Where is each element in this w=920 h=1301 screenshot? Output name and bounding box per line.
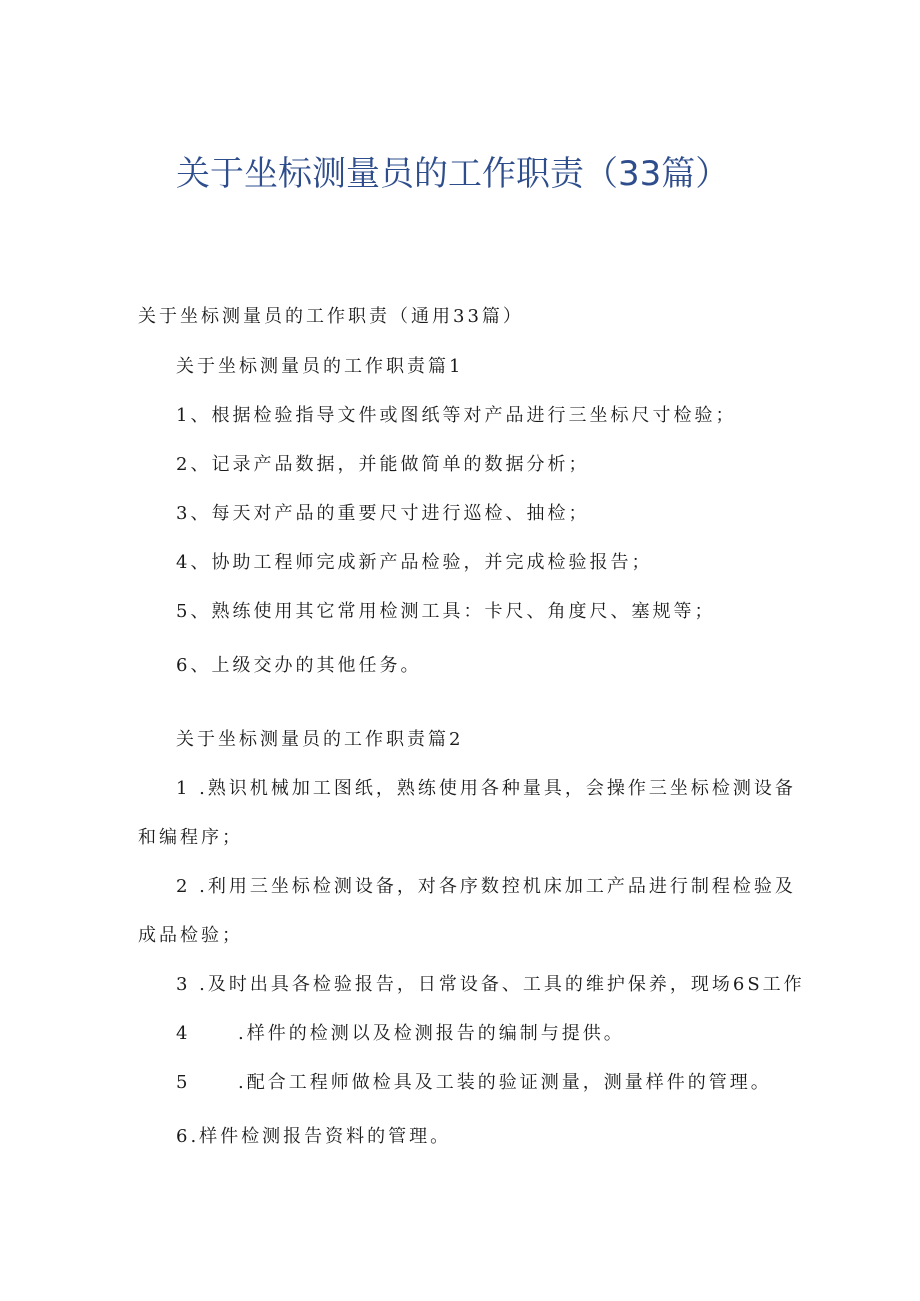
section1-item-6: 6、上级交办的其他任务。 [176,655,422,676]
section1-item-1: 1、根据检验指导文件或图纸等对产品进行三坐标尺寸检验； [176,405,737,426]
section2-heading: 关于坐标测量员的工作职责篇2 [176,729,464,750]
section2-item-2-line-1: 2 .利用三坐标检测设备，对各序数控机床加工产品进行制程检验及 [176,876,796,897]
section1-item-3: 3、每天对产品的重要尺寸进行巡检、抽检； [176,503,590,524]
section1-item-5: 5、熟练使用其它常用检测工具：卡尺、角度尺、塞规等； [176,601,716,622]
section2-item-4 [176,1021,625,1047]
section1-heading: 关于坐标测量员的工作职责篇1 [176,356,464,377]
section2-item-4-number: 4 [176,1023,191,1044]
section2-item-6: 6.样件检测报告资料的管理。 [176,1126,452,1147]
section2-item-5-number: 5 [176,1072,191,1093]
section2-item-2-line-2: 成品检验； [138,925,243,946]
section2-item-4-text: .样件的检测以及检测报告的编制与提供。 [238,1023,625,1044]
section1-item-4: 4、协助工程师完成新产品检验，并完成检验报告； [176,552,653,573]
section2-item-1-line-2: 和编程序； [138,827,243,848]
page-title: 关于坐标测量员的工作职责（33篇） [176,154,730,194]
section2-item-5-text: .配合工程师做检具及工装的验证测量，测量样件的管理。 [238,1072,772,1093]
section2-item-1-line-1: 1 .熟识机械加工图纸，熟练使用各种量具，会操作三坐标检测设备 [176,778,796,799]
section2-item-3: 3 .及时出具各检验报告，日常设备、工具的维护保养，现场6S工作 [176,974,805,995]
section1-item-2: 2、记录产品数据，并能做简单的数据分析； [176,454,590,475]
subtitle: 关于坐标测量员的工作职责（通用33篇） [138,306,524,327]
section2-item-5 [176,1070,772,1096]
